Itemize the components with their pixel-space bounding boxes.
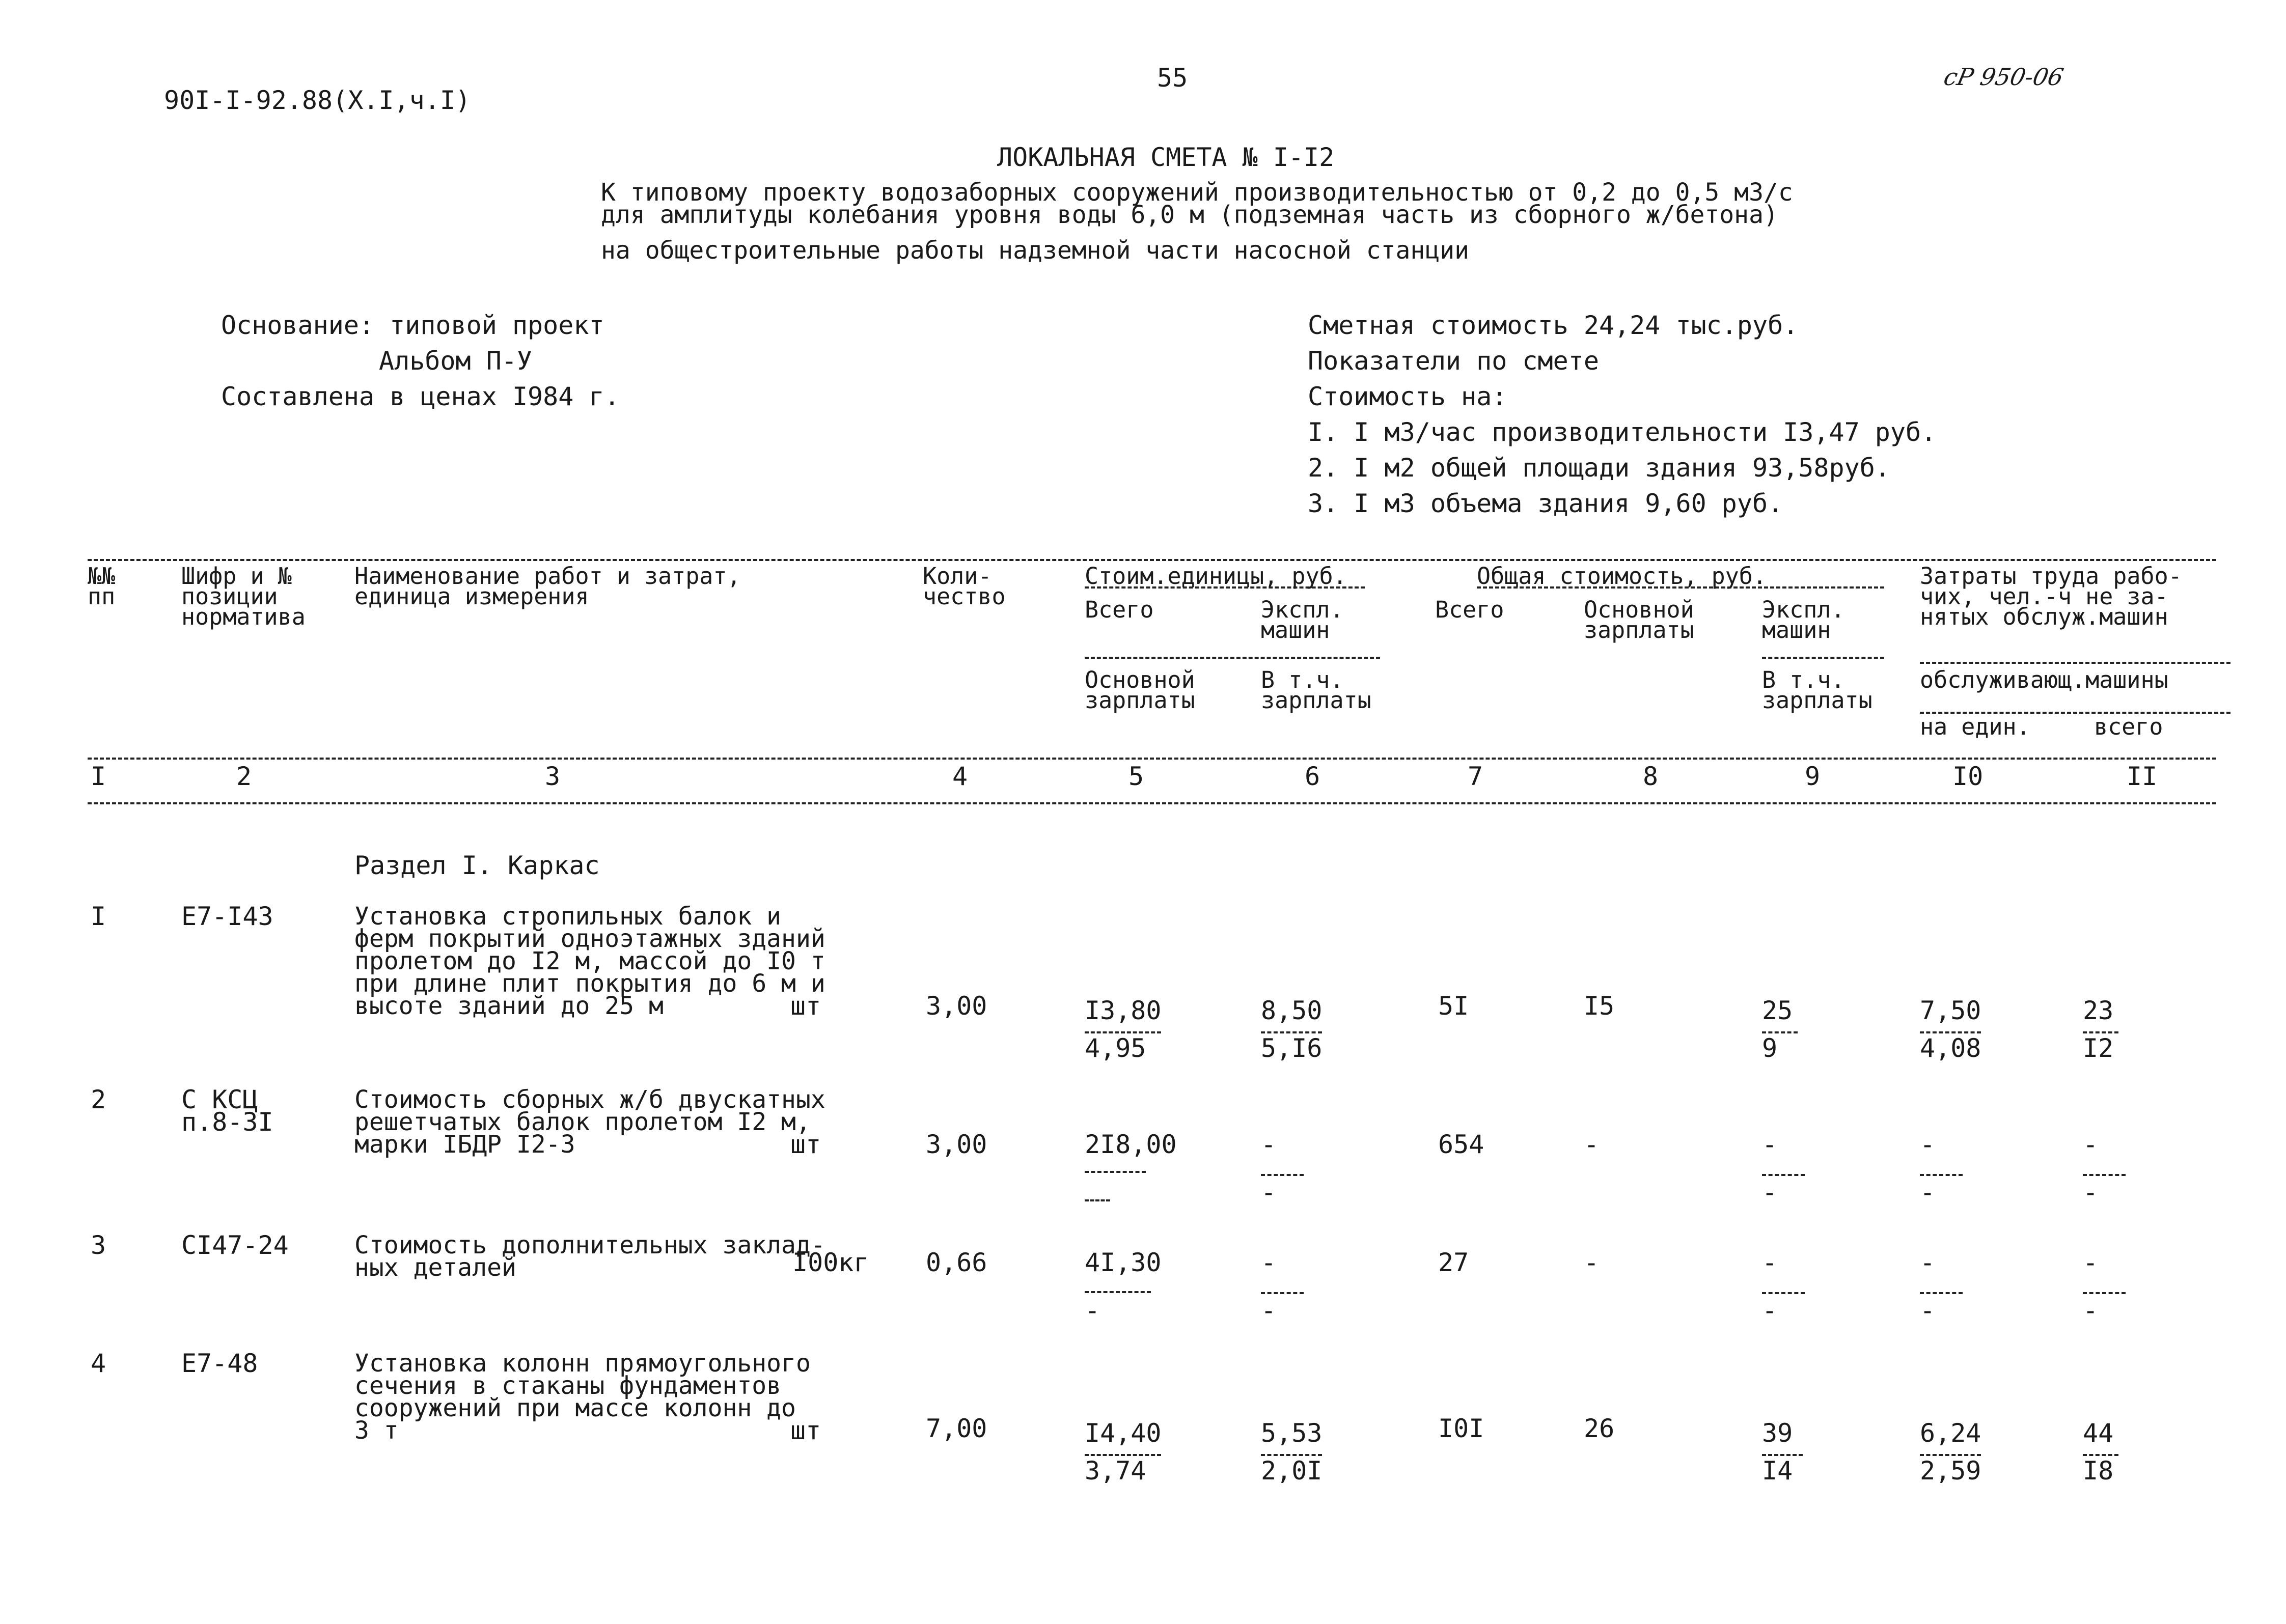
header-mid-rule xyxy=(88,758,2216,760)
row-2-c9-bot: - xyxy=(1762,1178,1778,1207)
col-number-11: II xyxy=(2127,762,2158,791)
row-1-code: Е7-I43 xyxy=(181,902,273,931)
col-number-2: 2 xyxy=(236,762,252,791)
basis-line-3: Составлена в ценах I984 г. xyxy=(221,382,620,411)
row-1-c6-bot: 5,I6 xyxy=(1261,1033,1323,1063)
row-1-c9-top: 25 xyxy=(1762,996,1793,1025)
col-header-code: Шифр и № позиции норматива xyxy=(181,563,306,630)
row-1-c10 xyxy=(1920,993,1981,1066)
row-2-c6-top: - xyxy=(1261,1130,1277,1159)
row-3-c6-bot: - xyxy=(1261,1296,1277,1325)
col-number-4: 4 xyxy=(952,762,968,791)
col-number-6: 6 xyxy=(1305,762,1320,791)
cost-for-label: Стоимость на: xyxy=(1308,382,1507,411)
col-number-10: I0 xyxy=(1952,762,1984,791)
col-header-c11: всего xyxy=(2094,713,2163,740)
row-4-c11 xyxy=(2083,1415,2118,1489)
col-header-c5-bot: Основной зарплаты xyxy=(1085,666,1195,714)
row-4-num: 4 xyxy=(91,1349,106,1378)
subtitle-line-2: для амплитуды колебания уровня воды 6,0 м (подземная часть из сборного ж/бетона) xyxy=(601,201,1778,229)
row-1-c11-bot: I2 xyxy=(2083,1033,2114,1063)
row-3-c5-bot: - xyxy=(1085,1296,1100,1325)
document-title: ЛОКАЛЬНАЯ СМЕТА № I-I2 xyxy=(997,143,1335,172)
indicator-item-1: I. I м3/час производительности I3,47 руб. xyxy=(1308,417,1937,447)
row-1-c7: 5I xyxy=(1438,991,1469,1021)
row-2-qty: 3,00 xyxy=(926,1130,987,1159)
header-subrule-labor xyxy=(1920,662,2230,664)
row-4-c6-bot: 2,0I xyxy=(1261,1456,1323,1486)
row-2-c8: - xyxy=(1584,1130,1600,1159)
row-4-c9-top: 39 xyxy=(1762,1418,1793,1448)
row-3-c11-bot: - xyxy=(2083,1296,2099,1325)
row-4-c9-bot: I4 xyxy=(1762,1456,1793,1486)
row-3-c10-bot: - xyxy=(1920,1296,1936,1325)
col-header-labor-bot: обслуживающ.машины xyxy=(1920,666,2168,693)
col-header-unit-cost: Стоим.единицы, руб. xyxy=(1085,566,1365,589)
indicators-heading: Показатели по смете xyxy=(1308,346,1599,376)
row-4-c5 xyxy=(1085,1415,1161,1489)
col-header-c5-top: Всего xyxy=(1085,596,1154,623)
estimate-cost: Сметная стоимость 24,24 тыс.руб. xyxy=(1308,311,1799,340)
row-1-c6 xyxy=(1261,993,1322,1066)
row-1-c5-bot: 4,95 xyxy=(1085,1033,1146,1063)
row-3-c11-top: - xyxy=(2083,1248,2099,1277)
col-number-7: 7 xyxy=(1468,762,1483,791)
header-subrule-unit xyxy=(1085,657,1380,659)
row-2-c11-bot: - xyxy=(2083,1178,2099,1207)
row-1-c5-top: I3,80 xyxy=(1085,996,1162,1025)
row-2-c11-top: - xyxy=(2083,1130,2099,1159)
row-4-c10 xyxy=(1920,1415,1981,1489)
col-header-c8-top: Основной зарплаты xyxy=(1584,596,1694,643)
row-3-c9-bot: - xyxy=(1762,1296,1778,1325)
row-2-unit: шт xyxy=(790,1130,821,1159)
row-2-c9-divider xyxy=(1762,1174,1805,1176)
col-number-9: 9 xyxy=(1805,762,1821,791)
row-1-unit: шт xyxy=(790,991,821,1021)
row-1-c5 xyxy=(1085,993,1161,1066)
row-4-c6 xyxy=(1261,1415,1322,1489)
col-header-c6-top: Экспл. машин xyxy=(1261,596,1344,643)
row-3-c9-top: - xyxy=(1762,1248,1778,1277)
section-title: Раздел I. Каркас xyxy=(354,851,600,880)
col-number-1: I xyxy=(91,762,106,791)
row-1-desc: Установка стропильных балок и ферм покрытий одноэтажных зданий пролетом до I2 м, массой до I0 т при длине плит покрытия до 6 м и высоте зданий до 25 м xyxy=(354,902,825,1020)
row-4-c11-top: 44 xyxy=(2083,1418,2114,1448)
row-3-code: СI47-24 xyxy=(181,1230,289,1260)
row-4-unit: шт xyxy=(790,1416,821,1445)
row-3-c7: 27 xyxy=(1438,1248,1469,1277)
row-1-c9 xyxy=(1762,993,1798,1066)
row-3-unit: I00кг xyxy=(792,1248,869,1277)
row-2-c7: 654 xyxy=(1438,1130,1484,1159)
col-header-name: Наименование работ и затрат, единица измерения xyxy=(354,563,741,610)
row-3-c11-divider xyxy=(2083,1292,2126,1294)
row-1-c10-bot: 4,08 xyxy=(1920,1033,1981,1063)
col-header-qty: Коли- чество xyxy=(923,563,1006,610)
header-subrule-mach xyxy=(1762,657,1884,659)
basis-line-2: Альбом П-У xyxy=(379,346,533,376)
row-4-c9 xyxy=(1762,1415,1803,1489)
row-4-c10-bot: 2,59 xyxy=(1920,1456,1981,1486)
row-2-c10-top: - xyxy=(1920,1130,1936,1159)
row-1-c9-bot: 9 xyxy=(1762,1033,1778,1063)
header-top-rule xyxy=(88,559,2216,561)
row-2-code: С КСЦ п.8-3I xyxy=(181,1085,273,1137)
col-number-5: 5 xyxy=(1128,762,1144,791)
row-3-c10-top: - xyxy=(1920,1248,1936,1277)
row-4-c7: I0I xyxy=(1438,1414,1484,1443)
col-header-total-cost: Общая стоимость, руб. xyxy=(1477,566,1884,589)
subtitle-line-1: К типовому проекту водозаборных сооружений производительностью от 0,2 до 0,5 м3/с xyxy=(601,178,1793,207)
col-header-c9-bot: В т.ч. зарплаты xyxy=(1762,666,1872,714)
row-1-c6-top: 8,50 xyxy=(1261,996,1323,1025)
document-code: 90I-I-92.88(X.I,ч.I) xyxy=(164,86,471,115)
col-number-3: 3 xyxy=(545,762,561,791)
row-3-desc: Стоимость дополнительных заклад- ных деталей xyxy=(354,1231,825,1282)
row-4-desc: Установка колонн прямоугольного сечения в стаканы фундаментов сооружений при массе колонн до 3 т xyxy=(354,1349,811,1445)
row-1-num: I xyxy=(91,902,106,931)
row-1-c10-top: 7,50 xyxy=(1920,996,1981,1025)
basis-line-1: Основание: типовой проект xyxy=(221,311,604,340)
row-2-num: 2 xyxy=(91,1085,106,1114)
row-4-qty: 7,00 xyxy=(926,1414,987,1443)
row-3-qty: 0,66 xyxy=(926,1248,987,1277)
col-header-labor: Затраты труда рабо- чих, чел.-ч не за- нятых обслуж.машин xyxy=(1920,563,2182,630)
indicator-item-2: 2. I м2 общей площади здания 93,58руб. xyxy=(1308,453,1890,483)
row-2-c9-top: - xyxy=(1762,1130,1778,1159)
row-3-c10-divider xyxy=(1920,1292,1963,1294)
row-2-c10-bot: - xyxy=(1920,1178,1936,1207)
row-2-desc: Стоимость сборных ж/б двускатных решетчатых балок пролетом I2 м, марки IБДР I2-3 xyxy=(354,1085,825,1159)
row-1-c11 xyxy=(2083,993,2118,1066)
row-4-c10-top: 6,24 xyxy=(1920,1418,1981,1448)
row-3-c9-divider xyxy=(1762,1292,1805,1294)
row-4-c5-top: I4,40 xyxy=(1085,1418,1162,1448)
row-3-c8: - xyxy=(1584,1248,1600,1277)
col-header-num: №№ пп xyxy=(88,563,116,610)
row-3-c6-divider xyxy=(1261,1292,1304,1294)
row-4-code: Е7-48 xyxy=(181,1349,258,1378)
row-2-c5-top: 2I8,00 xyxy=(1085,1130,1177,1159)
row-2-c5-bot-dash xyxy=(1085,1199,1110,1201)
row-2-c5-divider xyxy=(1085,1171,1146,1173)
row-3-num: 3 xyxy=(91,1230,106,1260)
row-3-c5-divider xyxy=(1085,1291,1151,1293)
indicator-item-3: 3. I м3 объема здания 9,60 руб. xyxy=(1308,489,1783,518)
col-header-c10: на един. xyxy=(1920,713,2030,740)
row-2-c11-divider xyxy=(2083,1174,2126,1176)
header-bottom-rule xyxy=(88,802,2216,804)
row-4-c6-top: 5,53 xyxy=(1261,1418,1323,1448)
row-1-c8: I5 xyxy=(1584,991,1615,1021)
col-header-c7-top: Всего xyxy=(1435,596,1504,623)
row-1-qty: 3,00 xyxy=(926,991,987,1021)
col-header-c9-top: Экспл. машин xyxy=(1762,596,1845,643)
row-3-c5-top: 4I,30 xyxy=(1085,1248,1162,1277)
row-4-c5-bot: 3,74 xyxy=(1085,1456,1146,1486)
col-header-c6-bot: В т.ч. зарплаты xyxy=(1261,666,1371,714)
page-number: 55 xyxy=(1157,63,1188,93)
row-4-c11-bot: I8 xyxy=(2083,1456,2114,1486)
row-1-c11-top: 23 xyxy=(2083,996,2114,1025)
row-3-c6-top: - xyxy=(1261,1248,1277,1277)
subtitle-line-3: на общестроительные работы надземной части насосной станции xyxy=(601,236,1470,265)
row-2-c10-divider xyxy=(1920,1174,1963,1176)
row-2-c6-bot: - xyxy=(1261,1178,1277,1207)
row-4-c8: 26 xyxy=(1584,1414,1615,1443)
row-2-c6-divider xyxy=(1261,1174,1304,1176)
handwritten-stamp: сР 950-06 xyxy=(1941,63,2066,91)
col-number-8: 8 xyxy=(1643,762,1659,791)
